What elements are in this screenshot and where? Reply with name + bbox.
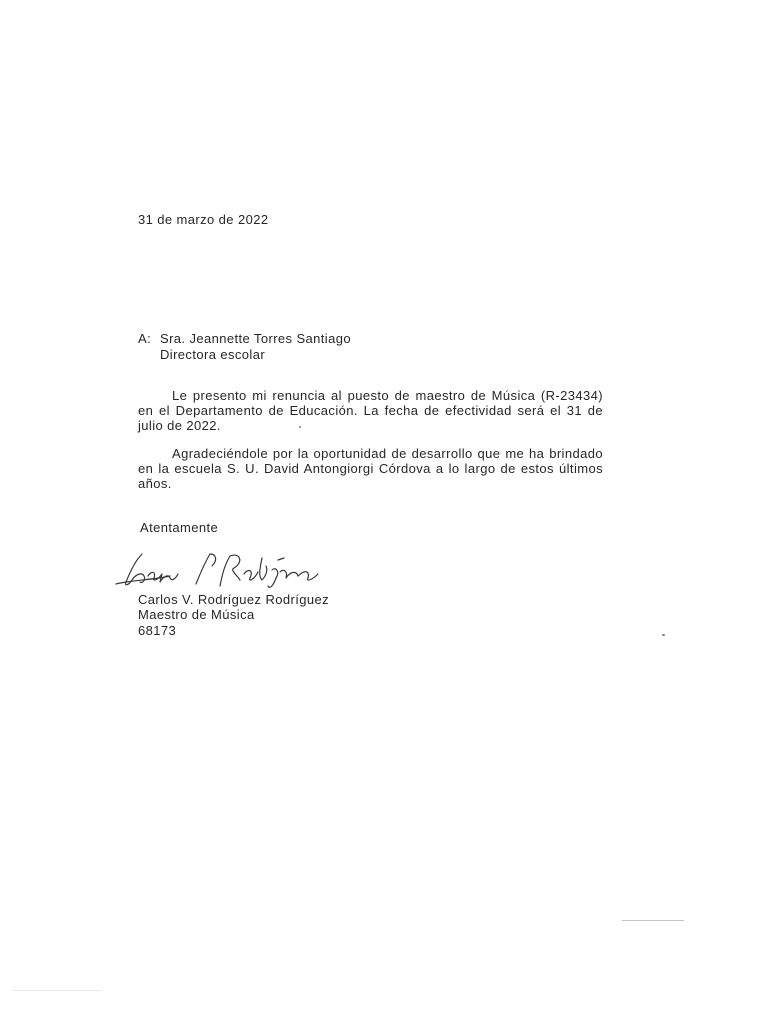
scan-speck xyxy=(662,634,665,636)
letter-closing: Atentamente xyxy=(140,520,219,535)
letter-paragraph-resignation: Le presento mi renuncia al puesto de maestro de Música (R-23434) en el Departamento de Educación. La fecha de efectividad será el 31 de julio de 2022. xyxy=(138,388,603,433)
scan-speck xyxy=(299,426,301,428)
recipient-name: Sra. Jeannette Torres Santiago xyxy=(160,331,351,346)
recipient-title: Directora escolar xyxy=(160,347,266,362)
recipient-prefix: A: xyxy=(138,331,152,346)
letter-paragraph-thanks: Agradeciéndole por la oportunidad de desarrollo que me ha brindado en la escuela S. U. David Antongiorgi Córdova a lo largo de estos últimos años. xyxy=(138,446,603,491)
signer-role: Maestro de Música xyxy=(138,607,255,622)
signer-number: 68173 xyxy=(138,623,177,638)
scan-artifact xyxy=(622,920,684,921)
letter-date: 31 de marzo de 2022 xyxy=(138,212,269,227)
recipient-line xyxy=(138,331,351,347)
handwritten-signature xyxy=(112,546,322,594)
scan-artifact xyxy=(12,990,102,991)
signer-name: Carlos V. Rodríguez Rodríguez xyxy=(138,592,330,607)
